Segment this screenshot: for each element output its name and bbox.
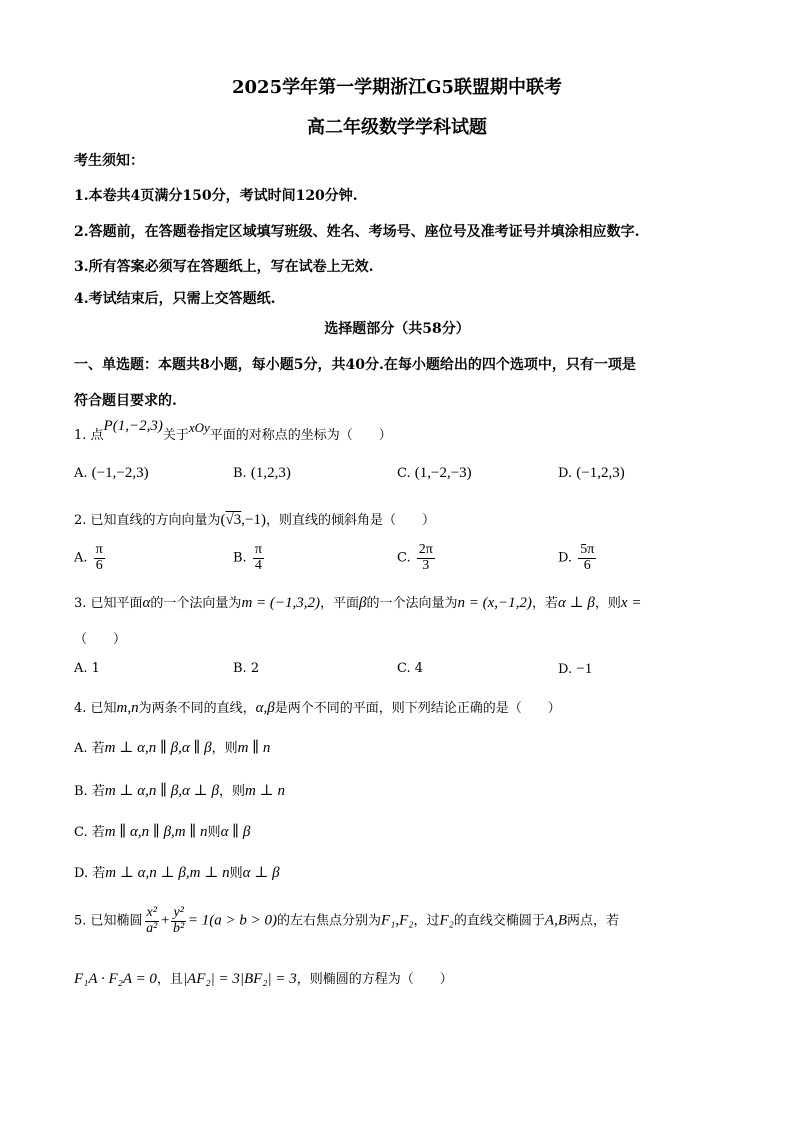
question-1-stem: 1. 点P(1,−2,3)关于xOy平面的对称点的坐标为（ ） xyxy=(74,418,392,443)
abs-condition: |AF₂| = 3|BF₂| = 3 xyxy=(182,971,297,987)
question-5-stem: 5. 已知椭圆 $\frac{\text{x²}}{\text{a²}}$ + $\frac{\text{y²}}{\text{b²}}$ = 1(a > b > 0)的左右焦点分别为F₁,F₂，过F₂的直线交椭圆于A,B两点，若 xyxy=(74,905,620,936)
notice-heading: 考生须知： xyxy=(74,153,144,169)
vector-n: n = (x,−1,2) xyxy=(457,595,532,611)
question-1-option-b[interactable]: B. (1,2,3) xyxy=(233,465,291,481)
question-3-option-d[interactable]: D. −1 xyxy=(558,661,593,677)
question-3-option-a[interactable]: A. 1 xyxy=(74,661,100,676)
fraction-x2-a2: $\frac{\text{x²}}{\text{a²}}$ xyxy=(146,905,158,936)
sqrt-three: √3 xyxy=(225,512,242,528)
question-1-option-a[interactable]: A. (−1,−2,3) xyxy=(74,465,149,481)
vector-m: m = (−1,3,2) xyxy=(241,595,321,611)
question-4-stem: 4. 已知m,n为两条不同的直线，α,β是两个不同的平面，则下列结论正确的是（ ） xyxy=(74,700,561,716)
question-1-option-c[interactable]: C. (1,−2,−3) xyxy=(397,465,472,481)
dot-product: F₁A · F₂A = 0 xyxy=(74,971,157,987)
question-1-option-d[interactable]: D. (−1,2,3) xyxy=(558,465,625,481)
section-instruction-2: 符合题目要求的. xyxy=(74,393,177,409)
question-4-option-b[interactable]: B. 若m ⊥ α,n ∥ β,α ⊥ β，则m ⊥ n xyxy=(74,783,285,799)
point-p: P(1,−2,3) xyxy=(103,418,163,434)
question-3-stem-line2: （ ） xyxy=(74,632,127,647)
question-3-option-c[interactable]: C. 4 xyxy=(397,661,424,676)
question-3-stem: 3. 已知平面α的一个法向量为m = (−1,3,2)，平面β的一个法向量为n = (x,−1,2)，若α ⊥ β，则x = xyxy=(74,595,642,611)
question-2-option-d[interactable]: D. $\frac{5\pi}{6}$ xyxy=(558,542,595,573)
question-4-option-c[interactable]: C. 若m ∥ α,n ∥ β,m ∥ n则α ∥ β xyxy=(74,824,251,840)
question-4-option-a[interactable]: A. 若m ⊥ α,n ∥ β,α ∥ β，则m ∥ n xyxy=(74,740,271,756)
notice-item-2: 2.答题前，在答题卷指定区域填写班级、姓名、考场号、座位号及准考证号并填涂相应数字. xyxy=(74,224,640,240)
section-title: 选择题部分（共58分） xyxy=(324,321,470,337)
question-2-stem: 2. 已知直线的方向向量为(√3,−1)，则直线的倾斜角是（ ） xyxy=(74,512,436,528)
notice-item-3: 3.所有答案必须写在答题纸上，写在试卷上无效. xyxy=(74,259,374,275)
notice-item-4: 4.考试结束后，只需上交答题纸. xyxy=(74,291,276,307)
question-2-option-a[interactable]: A. $\frac{\pi}{6}$ xyxy=(74,542,103,573)
exam-subtitle: 高二年级数学学科试题 xyxy=(307,117,487,138)
question-2-option-b[interactable]: B. $\frac{\pi}{4}$ xyxy=(233,542,262,573)
fraction-y2-b2: $\frac{\text{y²}}{\text{b²}}$ xyxy=(173,905,185,936)
exam-title: 2025学年第一学期浙江G5联盟期中联考 xyxy=(232,77,562,98)
question-4-option-d[interactable]: D. 若m ⊥ α,n ⊥ β,m ⊥ n则α ⊥ β xyxy=(74,865,280,881)
plane-xoy: xOy xyxy=(188,420,210,435)
notice-item-1: 1.本卷共4页满分150分，考试时间120分钟. xyxy=(74,188,358,204)
question-3-option-b[interactable]: B. 2 xyxy=(233,661,260,676)
question-2-option-c[interactable]: C. $\frac{2\pi}{3}$ xyxy=(397,542,433,573)
section-instruction-1: 一、单选题：本题共8小题，每小题5分，共40分.在每小题给出的四个选项中，只有一项是 xyxy=(74,357,636,373)
question-5-stem-line2: F₁A · F₂A = 0，且|AF₂| = 3|BF₂| = 3，则椭圆的方程为（ ） xyxy=(74,971,453,987)
